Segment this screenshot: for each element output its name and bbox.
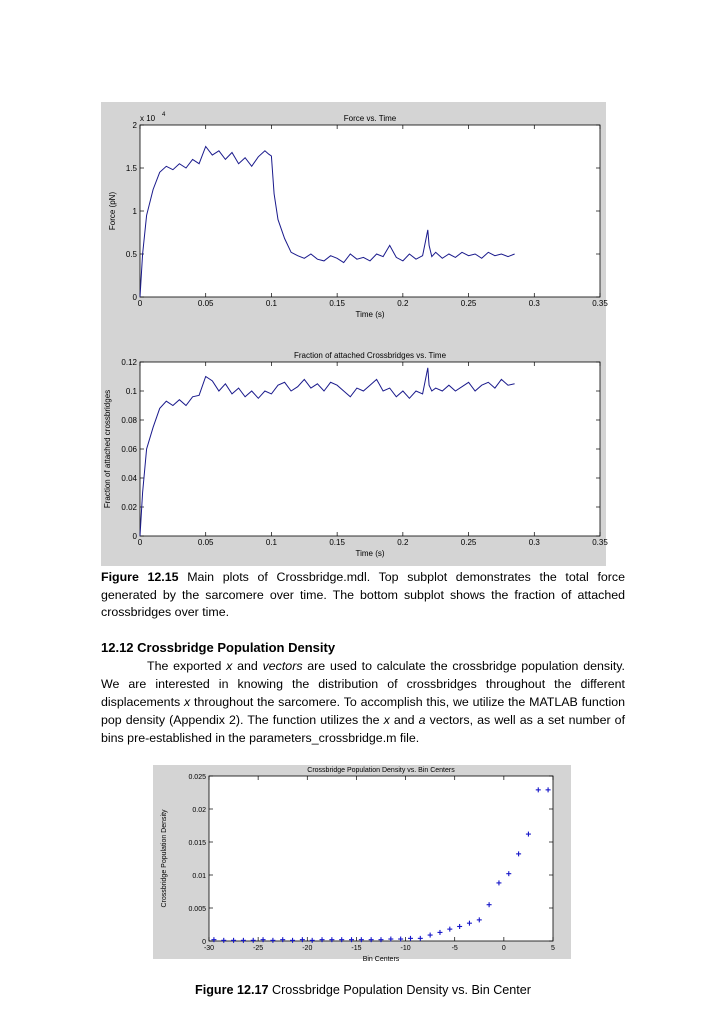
y-tick-label: 0.1 <box>125 387 137 396</box>
x-tick-label: 0.05 <box>197 299 214 308</box>
y-tick-label: 0.025 <box>188 774 206 781</box>
y-tick-label: 0.01 <box>192 873 206 880</box>
paragraph-run: are used to calculate the crossbridge population density. We are interested in knowing the distribution of crossbridges throughout the different displacements <box>101 659 625 709</box>
exponent-label: x 10 <box>140 114 156 123</box>
section-paragraph <box>101 657 625 747</box>
x-tick-label: 0 <box>501 945 506 952</box>
figure-12-17-caption <box>101 982 625 1000</box>
x-tick-label: 0.05 <box>197 538 214 547</box>
figure-12-15-label: Figure 12.15 <box>101 570 179 584</box>
plot-area <box>209 776 553 941</box>
chart-title: Fraction of attached Crossbridges vs. Time <box>293 351 447 360</box>
y-axis-label: Force (pN) <box>108 191 117 231</box>
plot-area <box>140 362 600 536</box>
x-tick-label: -5 <box>451 945 458 952</box>
y-axis-label: Crossbridge Population Density <box>161 809 168 908</box>
x-tick-label: 0.1 <box>265 538 277 547</box>
x-tick-label: -25 <box>253 945 264 952</box>
x-tick-label: 0.3 <box>528 538 540 547</box>
chart-title: Force vs. Time <box>343 114 397 123</box>
x-axis-label: Bin Centers <box>362 956 400 963</box>
italic-term: x <box>184 695 191 709</box>
force-vs-time-chart <box>101 102 606 334</box>
x-tick-label: 0.35 <box>592 299 608 308</box>
y-tick-label: 0.08 <box>121 416 137 425</box>
exponent-power: 4 <box>162 112 166 118</box>
x-tick-label: -10 <box>400 945 411 952</box>
x-tick-label: 0 <box>137 538 143 547</box>
y-tick-label: 0.5 <box>125 250 137 259</box>
paragraph-run: and <box>232 659 263 673</box>
x-tick-label: 0.15 <box>329 538 345 547</box>
x-tick-label: 0.2 <box>397 538 409 547</box>
y-tick-label: 0 <box>132 532 137 541</box>
y-tick-label: 0.02 <box>121 503 137 512</box>
x-tick-label: 0 <box>137 299 143 308</box>
paragraph-run: The exported <box>147 659 227 673</box>
figure-12-15-caption <box>101 569 625 622</box>
y-tick-label: 0.12 <box>121 358 137 367</box>
force-figure-panel <box>101 102 606 334</box>
x-tick-label: -30 <box>203 945 215 952</box>
fraction-figure-panel <box>101 334 606 566</box>
y-axis-label: Fraction of attached crossbridges <box>103 389 112 509</box>
y-tick-label: 2 <box>132 121 137 130</box>
paragraph-run: and <box>389 713 419 727</box>
figure-12-17-label: Figure 12.17 <box>195 983 269 997</box>
density-vs-bin-chart <box>153 765 571 963</box>
italic-term: x <box>383 713 390 727</box>
y-tick-label: 0 <box>202 939 206 946</box>
y-tick-label: 0.02 <box>192 807 206 814</box>
x-tick-label: 0.2 <box>397 299 409 308</box>
italic-term: vectors <box>262 659 303 673</box>
chart-title: Crossbridge Population Density vs. Bin Centers <box>307 767 455 774</box>
italic-term: a <box>418 713 426 727</box>
x-tick-label: 0.25 <box>460 538 477 547</box>
y-tick-label: 0.015 <box>188 840 206 847</box>
y-tick-label: 0.06 <box>121 445 137 454</box>
x-tick-label: 0.15 <box>329 299 345 308</box>
x-tick-label: 0.35 <box>592 538 608 547</box>
x-axis-label: Time (s) <box>355 310 385 319</box>
paragraph-run: throughout the sarcomere. To accomplish this, we utilize the MATLAB function pop density (Appendix 2). The function utilizes the <box>101 695 626 727</box>
density-figure-panel <box>153 765 571 963</box>
paragraph-content <box>101 659 625 745</box>
y-tick-label: 0.04 <box>121 474 137 483</box>
y-tick-label: 1 <box>132 207 137 216</box>
fraction-vs-time-chart <box>101 334 606 566</box>
section-heading: 12.12 Crossbridge Population Density <box>101 640 336 655</box>
x-tick-label: 0.1 <box>265 299 277 308</box>
x-tick-label: 0.25 <box>460 299 477 308</box>
italic-term: x <box>226 659 233 673</box>
y-tick-label: 1.5 <box>125 164 137 173</box>
x-axis-label: Time (s) <box>355 549 385 558</box>
y-tick-label: 0 <box>132 293 137 302</box>
paragraph-run: vectors, as well as a set number of bins pre-established in the parameters_crossbridge.m file. <box>101 713 626 745</box>
x-tick-label: 0.3 <box>528 299 540 308</box>
x-tick-label: 5 <box>551 945 555 952</box>
x-tick-label: -15 <box>351 945 362 952</box>
y-tick-label: 0.005 <box>188 906 206 913</box>
x-tick-label: -20 <box>302 945 313 952</box>
figure-12-17-text: Crossbridge Population Density vs. Bin Center <box>272 983 531 997</box>
figure-12-15-text: Main plots of Crossbridge.mdl. Top subplot demonstrates the total force generated by the sarcomere over time. The bottom subplot shows the fraction of attached crossbridges over time. <box>101 570 626 619</box>
